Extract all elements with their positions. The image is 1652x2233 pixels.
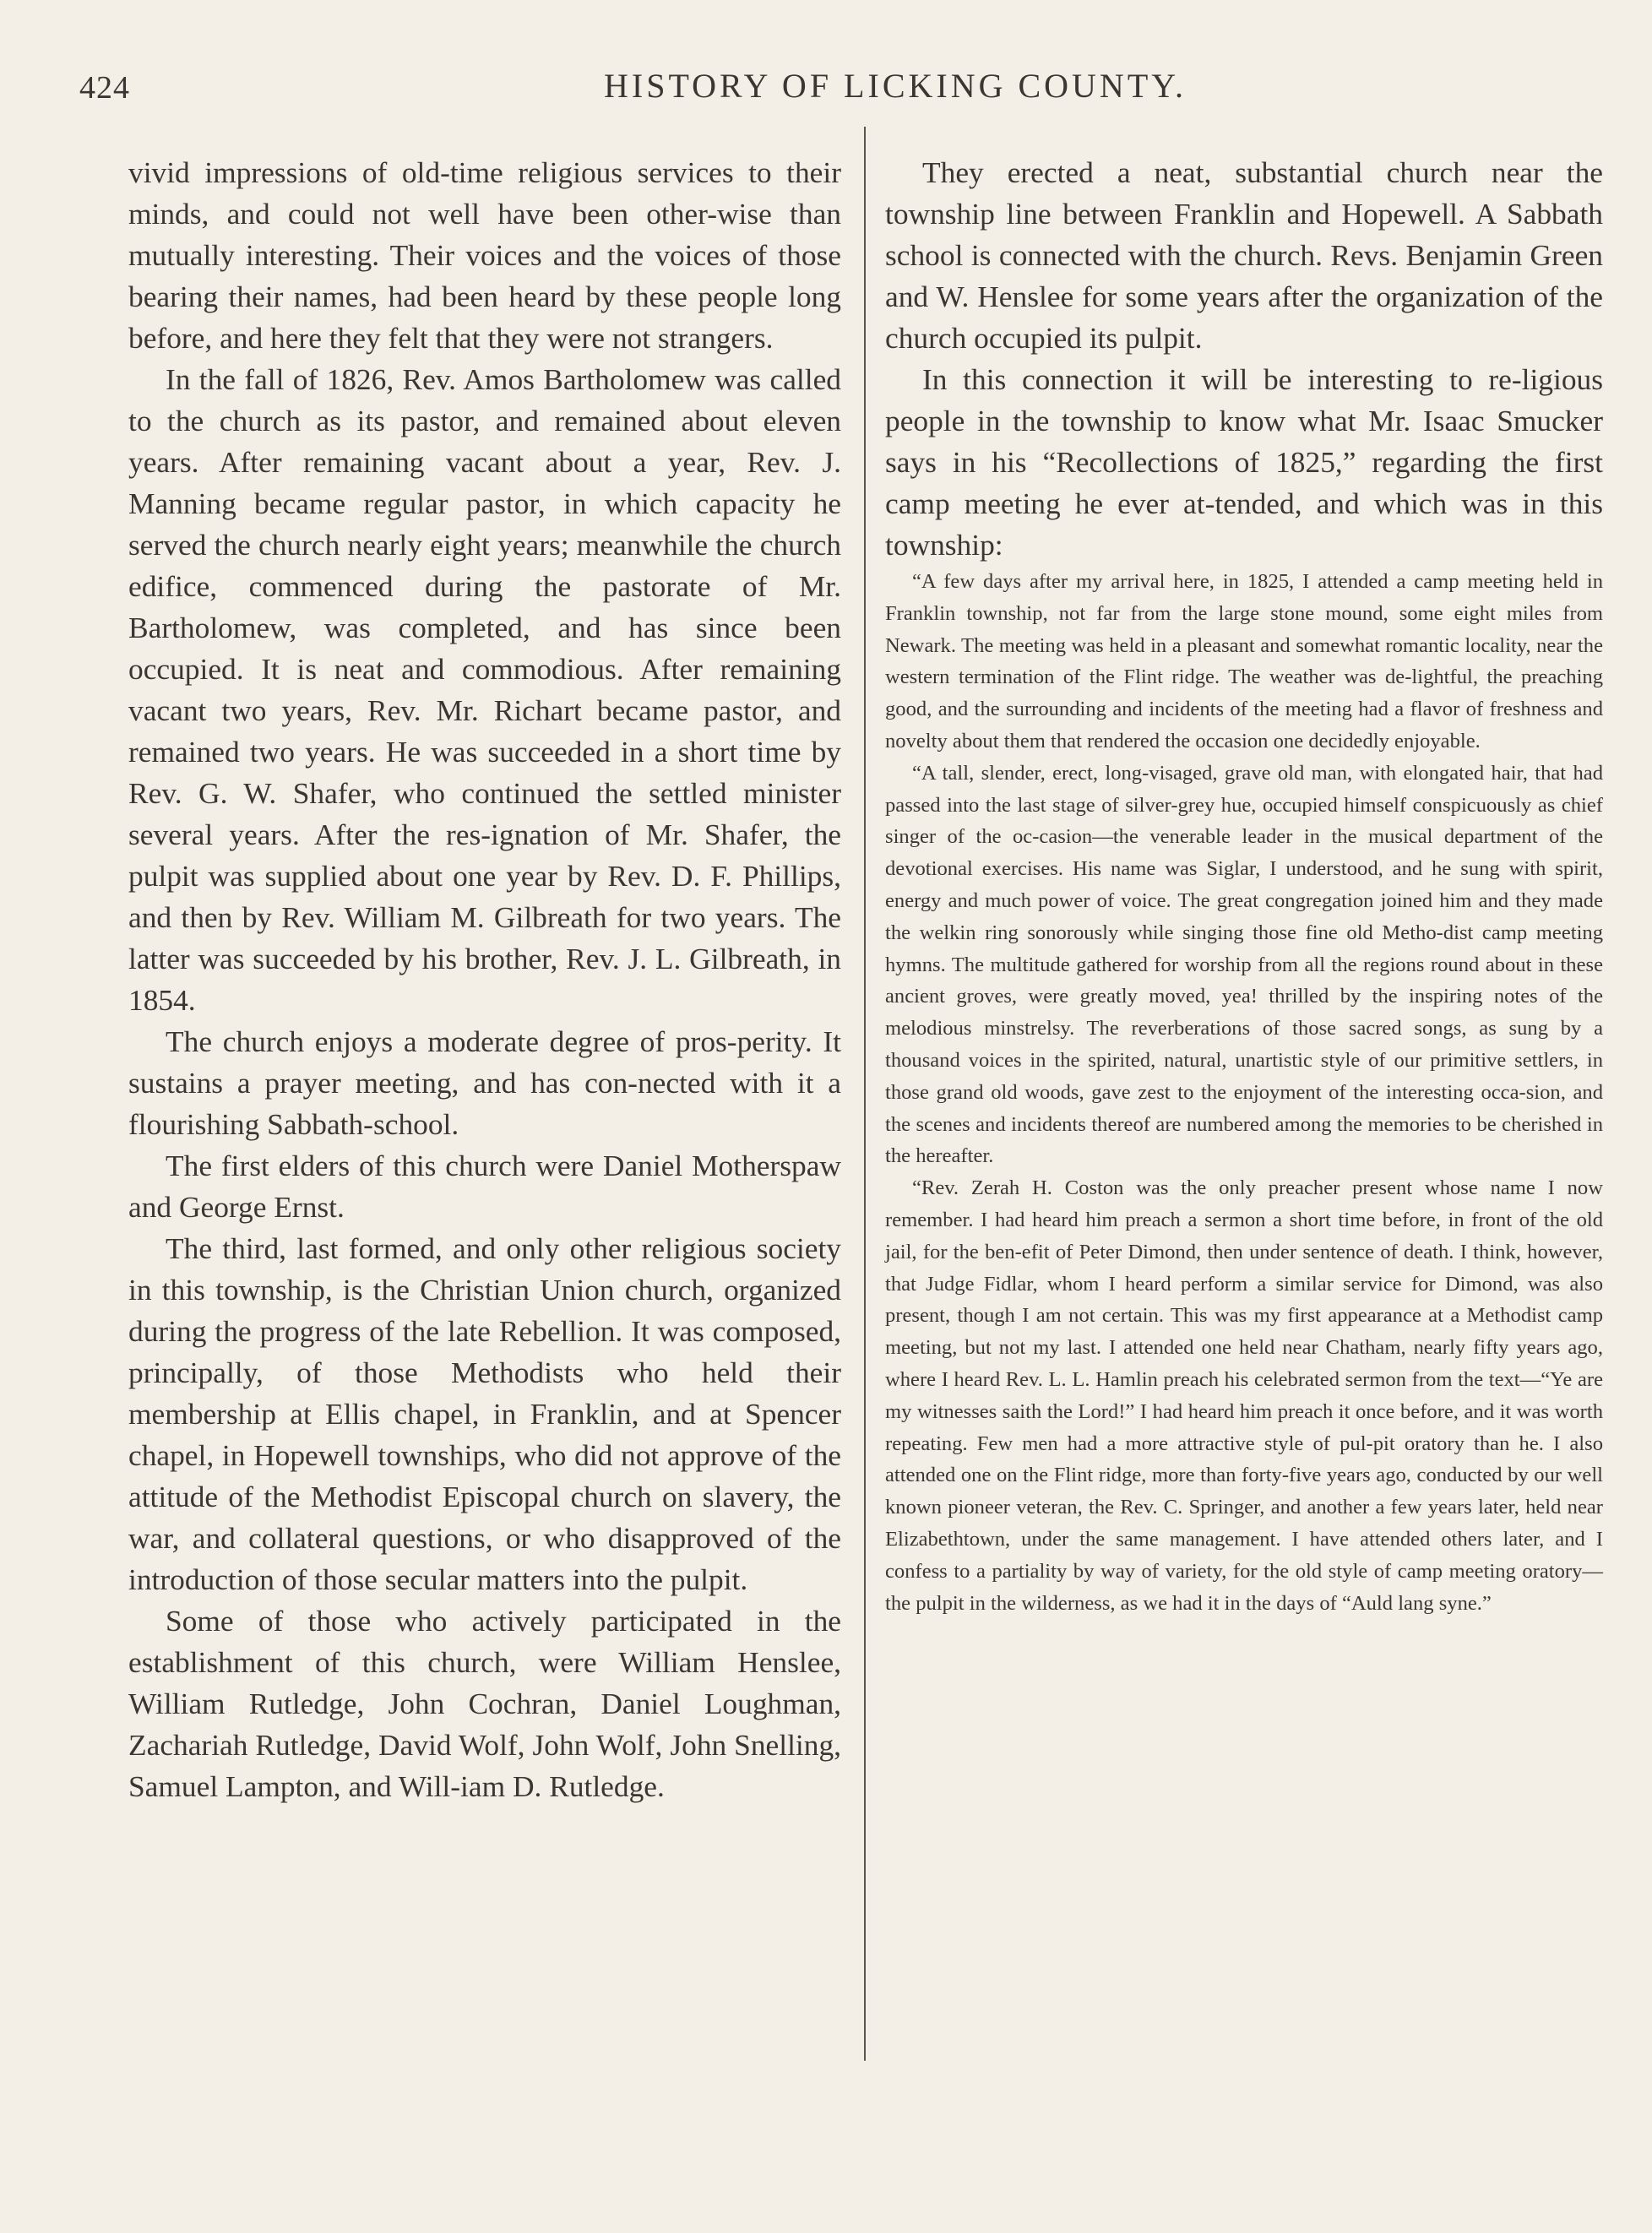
block-quote: “Rev. Zerah H. Coston was the only preacher present whose name I now remember. I had heard him preach a sermon a short time before, in front of the old jail, for the ben-efit of Peter Dimond, then under sentence of death. I think, however, that Judge Fidlar, whom I heard perform a similar service for Dimond, was also present, though I am not certain. This was my first appearance at a Methodist camp meeting, but not my last. I attended one held near Chatham, nearly fifty years ago, where I heard Rev. L. L. Hamlin preach his celebrated sermon from the text—“Ye are my witnesses saith the Lord!” I had heard him preach it once before, and it was worth repeating. Few men had a more attractive style of pul-pit oratory than he. I also attended one on the Flint ridge, more than forty-five years ago, conducted by our well known pioneer veteran, the Rev. C. Springer, and another a few years later, held near Elizabethtown, under the same management. I have attended others later, and I confess to a partiality by way of variety, for the old style of camp meeting oratory—the pulpit in the wilderness, as we had it in the days of “Auld lang syne.” <box>885 1176 1603 1615</box>
paragraph: The church enjoys a moderate degree of pros-perity. It sustains a prayer meeting, and has con-nected with it a flourishing Sabbath-school. <box>128 1024 841 1141</box>
paragraph: They erected a neat, substantial church near the township line between Franklin and Hopewell. A Sabbath school is connected with the church. Revs. Benjamin Green and W. Henslee for some years after the organization of the church occupied its pulpit. <box>885 155 1603 355</box>
paragraph: vivid impressions of old-time religious services to their minds, and could not well have been other-wise than mutually interesting. Their voices and the voices of those bearing their names, had been heard by these people long before, and here they felt that they were not strangers. <box>128 155 841 355</box>
page-number: 424 <box>79 70 130 106</box>
paragraph: In this connection it will be interesting to re-ligious people in the township to know what Mr. Isaac Smucker says in his “Recollections of 1825,” regarding the first camp meeting he ever at-tended, and which was in this township: <box>885 362 1603 562</box>
running-title: HISTORY OF LICKING COUNTY. <box>604 67 1187 105</box>
paragraph: In the fall of 1826, Rev. Amos Bartholomew was called to the church as its pastor, and remained about eleven years. After remaining vacant about a year, Rev. J. Manning became regular pastor, in which capacity he served the church nearly eight years; meanwhile the church edifice, commenced during the pastorate of Mr. Bartholomew, was completed, and has since been occupied. It is neat and commodious. After remaining vacant two years, Rev. Mr. Richart became pastor, and remained two years. He was succeeded in a short time by Rev. G. W. Shafer, who continued the settled minister several years. After the res-ignation of Mr. Shafer, the pulpit was supplied about one year by Rev. D. F. Phillips, and then by Rev. William M. Gilbreath for two years. The latter was succeeded by his brother, Rev. J. L. Gilbreath, in 1854. <box>128 362 841 1017</box>
paragraph: The third, last formed, and only other religious society in this township, is the Christian Union church, organized during the progress of the late Rebellion. It was composed, principally, of those Methodists who held their membership at Ellis chapel, in Franklin, and at Spencer chapel, in Hopewell townships, who did not approve of the attitude of the Methodist Episcopal church on slavery, the war, and collateral questions, or who disapproved of the introduction of those secular matters into the pulpit. <box>128 1231 841 1596</box>
column-divider <box>864 127 866 2061</box>
left-column <box>128 152 841 1807</box>
block-quote: “A tall, slender, erect, long-visaged, grave old man, with elongated hair, that had passed into the last stage of silver-grey hue, occupied himself conspicuously as chief singer of the oc-casion—the venerable leader in the musical department of the devotional exercises. His name was Siglar, I understood, and he sung with spirit, energy and much power of voice. The great congregation joined him and they made the welkin ring sonorously while singing those fine old Metho-dist camp meeting hymns. The multitude gathered for worship from all the regions round about in these ancient groves, were greatly moved, yea! thrilled by the inspiring notes of the melodious minstrelsy. The reverberations of those sacred songs, as sung by a thousand voices in the spirited, natural, unartistic style of our primitive settlers, in those grand old woods, gave zest to the enjoyment of the interesting occa-sion, and the scenes and incidents thereof are numbered among the memories to be cherished in the hereafter. <box>885 761 1603 1168</box>
paragraph: Some of those who actively participated in the establishment of this church, were William Henslee, William Rutledge, John Cochran, Daniel Loughman, Zachariah Rutledge, David Wolf, John Wolf, John Snelling, Samuel Lampton, and Will-iam D. Rutledge. <box>128 1604 841 1803</box>
right-column <box>885 152 1603 1619</box>
page-header <box>0 66 1652 108</box>
paragraph: The first elders of this church were Daniel Motherspaw and George Ernst. <box>128 1149 841 1224</box>
block-quote: “A few days after my arrival here, in 1825, I attended a camp meeting held in Franklin township, not far from the large stone mound, some eight miles from Newark. The meeting was held in a pleasant and somewhat romantic locality, near the western termination of the Flint ridge. The weather was de-lightful, the preaching good, and the surrounding and incidents of the meeting had a flavor of freshness and novelty about them that rendered the occasion one decidedly enjoyable. <box>885 570 1603 752</box>
